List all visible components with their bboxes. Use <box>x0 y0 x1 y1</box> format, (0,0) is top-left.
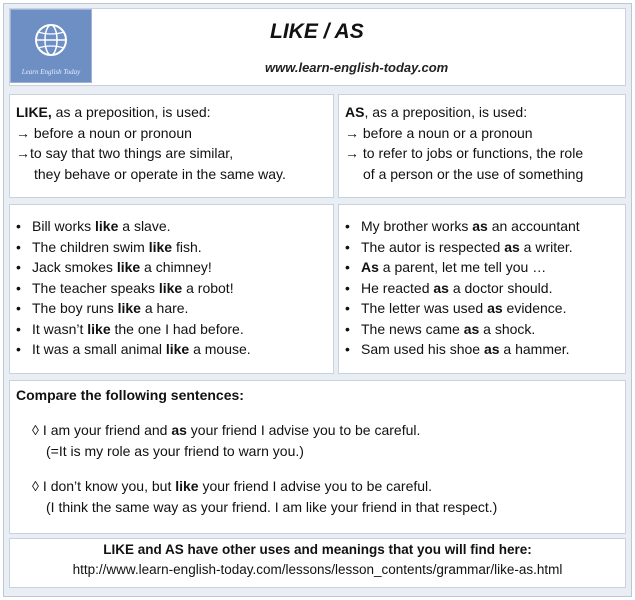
list-item: • The teacher speaks like a robot! <box>16 279 234 296</box>
compare-sentence-2: ◊ I don’t know you, but like your friend I advise you to be careful. (I think the same way as your friend. I am like your friend in that respect.) <box>32 476 497 517</box>
footer-url[interactable]: http://www.learn-english-today.com/lessons/lesson_contents/grammar/like-as.html <box>72 562 563 577</box>
as-definition <box>345 102 583 184</box>
diamond-icon: ◊ <box>32 478 39 494</box>
as-rule-2: → to refer to jobs or functions, the role <box>345 145 584 161</box>
list-item: • Sam used his shoe as a hammer. <box>345 341 570 357</box>
footer-text: LIKE and AS have other uses and meanings that you will find here: <box>103 542 532 557</box>
as-examples-list <box>345 216 580 360</box>
as-heading-keyword: AS <box>345 104 365 120</box>
like-rule-1: → before a noun or pronoun <box>16 124 192 141</box>
list-item: • It wasn’t like the one I had before. <box>16 320 244 337</box>
as-heading-text: , as a preposition, is used: <box>364 104 528 120</box>
globe-icon <box>11 16 91 66</box>
compare-heading: Compare the following sentences: <box>16 387 244 403</box>
list-item: • Jack smokes like a chimney! <box>16 259 212 275</box>
list-item: • The children swim like fish. <box>16 238 202 255</box>
list-item: • As a parent, let me tell you … <box>345 259 547 275</box>
list-item: • It was a small animal like a mouse. <box>16 341 251 357</box>
logo <box>10 9 92 83</box>
as-rule-1: → before a noun or a pronoun <box>345 124 533 141</box>
like-definition <box>16 102 286 184</box>
list-item: • Bill works like a slave. <box>16 218 171 234</box>
like-rule-2: →to say that two things are similar, <box>16 145 234 161</box>
compare-sentence-1: ◊ I am your friend and as your friend I advise you to be careful. (=It is my role as your friend to warn you.) <box>32 420 420 461</box>
like-heading-text: as a preposition, is used: <box>51 104 211 120</box>
list-item: • The letter was used as evidence. <box>345 300 567 316</box>
logo-text: Learn English Today <box>21 68 81 76</box>
diamond-icon: ◊ <box>32 422 39 438</box>
list-item: • The news came as a shock. <box>345 320 536 337</box>
list-item: • He reacted as a doctor should. <box>345 279 553 296</box>
as-rule-2-continued: of a person or the use of something <box>363 165 584 182</box>
like-rule-2-continued: they behave or operate in the same way. <box>34 165 286 182</box>
compare-note-2: (I think the same way as your friend. I am like your friend in that respect.) <box>46 498 498 515</box>
compare-note-1: (=It is my role as your friend to warn you.) <box>46 442 304 459</box>
list-item: • The autor is respected as a writer. <box>345 238 573 255</box>
list-item: • My brother works as an accountant <box>345 218 580 234</box>
page-title: LIKE / AS <box>270 20 364 43</box>
list-item: • The boy runs like a hare. <box>16 300 189 316</box>
like-examples-list <box>16 216 251 360</box>
like-heading-keyword: LIKE, <box>16 104 52 120</box>
website-link[interactable]: www.learn-english-today.com <box>265 60 449 75</box>
